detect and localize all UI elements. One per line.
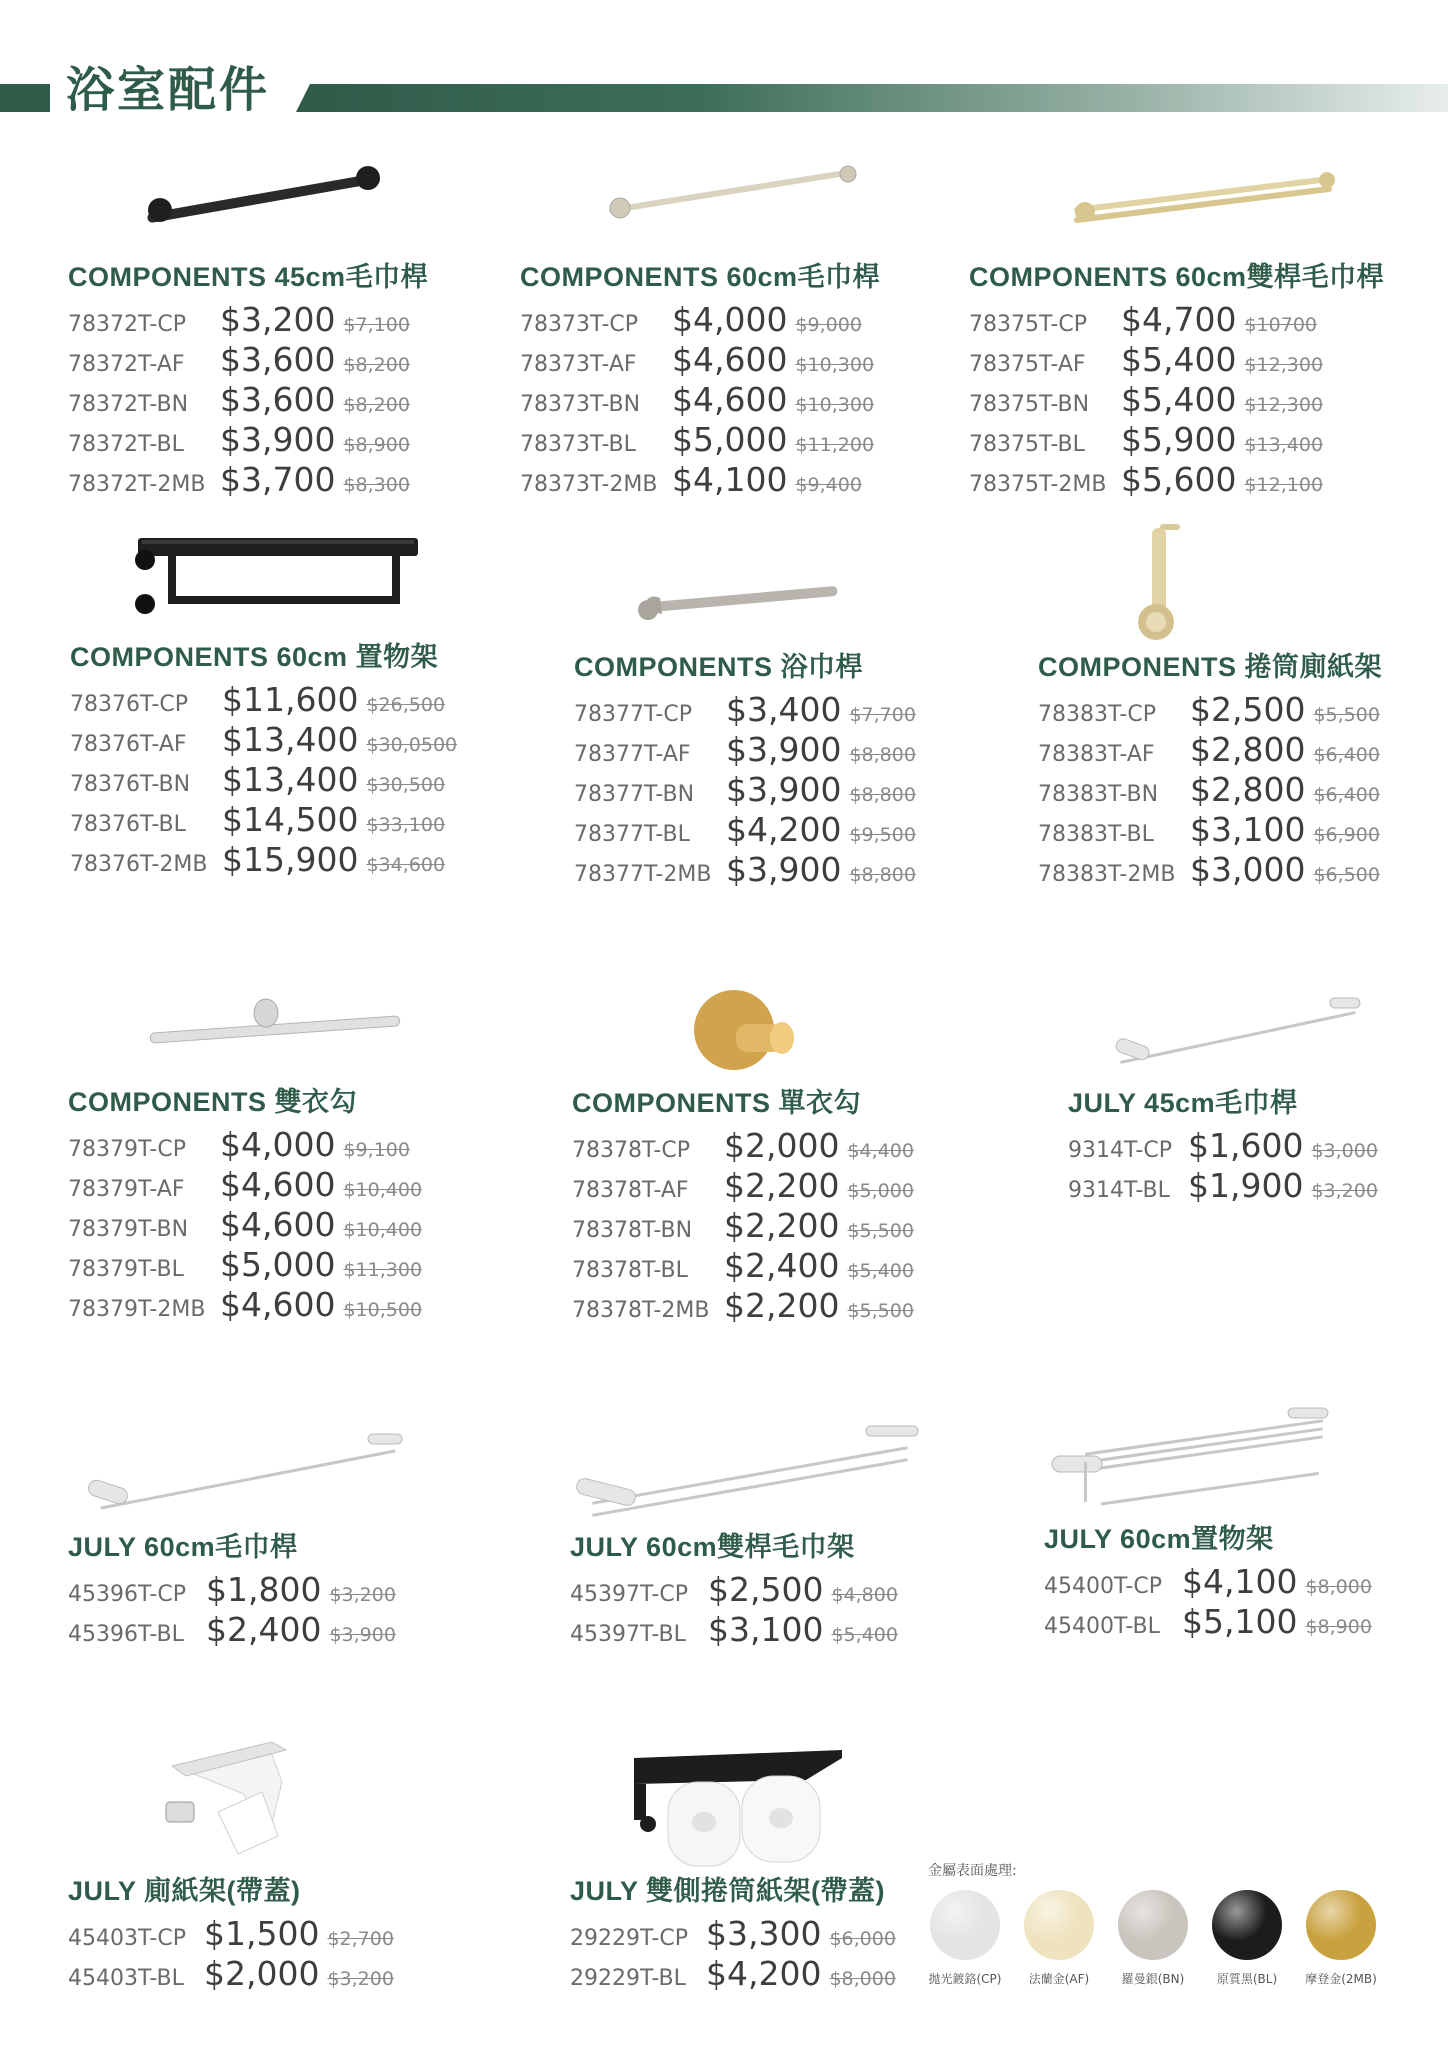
- price-row: [520, 380, 960, 420]
- price: $2,400: [724, 1246, 840, 1285]
- price: $2,000: [204, 1954, 320, 1993]
- sku: 78379T-BN: [68, 1217, 189, 1242]
- price: $4,000: [220, 1125, 336, 1164]
- price-row: [68, 1285, 508, 1325]
- original-price: $10,400: [343, 1219, 423, 1241]
- price: $3,600: [220, 380, 336, 419]
- price-row: [1038, 730, 1438, 770]
- product-name: COMPONENTS 浴巾桿: [574, 652, 864, 682]
- sku: 45403T-CP: [68, 1926, 186, 1951]
- price: $5,000: [220, 1245, 336, 1284]
- price: $4,000: [672, 300, 788, 339]
- sku: 78376T-CP: [70, 692, 188, 717]
- original-price: $6,500: [1313, 864, 1380, 886]
- price: $3,100: [1190, 810, 1306, 849]
- original-price: $9,500: [849, 824, 916, 846]
- sku: 78377T-BN: [574, 782, 695, 807]
- original-price: $8,300: [343, 474, 410, 496]
- price-row: [68, 1205, 508, 1245]
- original-price: $6,900: [1313, 824, 1380, 846]
- product-name: COMPONENTS 45cm毛巾桿: [68, 262, 429, 292]
- finish-legend-title: 金屬表面處理:: [928, 1863, 1017, 1879]
- original-price: $8,000: [1305, 1576, 1372, 1598]
- product-name: JULY 60cm毛巾桿: [68, 1532, 298, 1562]
- price-row: [572, 1126, 992, 1166]
- sku: 29229T-CP: [570, 1926, 688, 1951]
- original-price: $10,400: [343, 1179, 423, 1201]
- sku: 78383T-2MB: [1038, 862, 1176, 887]
- product-card: [70, 520, 510, 880]
- robe-hook-image: [572, 980, 992, 1086]
- product-card: [570, 1736, 970, 1994]
- price: $11,600: [222, 680, 359, 719]
- price: $3,700: [220, 460, 336, 499]
- price-row: [70, 840, 510, 880]
- price-row: [68, 460, 508, 500]
- price-row: [570, 1610, 990, 1650]
- sku: 78375T-CP: [969, 312, 1087, 337]
- sku: 45400T-BL: [1044, 1614, 1160, 1639]
- original-price: $12,100: [1244, 474, 1324, 496]
- sku: 78375T-AF: [969, 352, 1086, 377]
- sku: 78376T-BN: [70, 772, 191, 797]
- price: $1,600: [1188, 1126, 1304, 1165]
- price-row: [969, 300, 1409, 340]
- july-double-towel-bar-image: [570, 1412, 990, 1530]
- original-price: $10,500: [343, 1299, 423, 1321]
- finish-swatch: [1304, 1890, 1378, 1987]
- price: $2,800: [1190, 770, 1306, 809]
- product-card: [1068, 980, 1438, 1206]
- original-price: $5,500: [847, 1300, 914, 1322]
- product-name: JULY 60cm置物架: [1044, 1524, 1274, 1554]
- price: $3,400: [726, 690, 842, 729]
- original-price: $10,300: [795, 394, 875, 416]
- original-price: $13,400: [1244, 434, 1324, 456]
- original-price: $9,400: [795, 474, 862, 496]
- original-price: $8,000: [829, 1968, 896, 1990]
- price: $4,700: [1121, 300, 1237, 339]
- price-row: [1044, 1602, 1434, 1642]
- finish-color-dot: [1212, 1890, 1282, 1960]
- sku: 78373T-2MB: [520, 472, 658, 497]
- original-price: $4,800: [831, 1584, 898, 1606]
- towel-bar-image: [520, 150, 960, 260]
- price-row: [574, 810, 994, 850]
- price: $2,200: [724, 1286, 840, 1325]
- product-card: [1044, 1402, 1434, 1642]
- original-price: $6,400: [1313, 744, 1380, 766]
- sku: 45396T-CP: [68, 1582, 186, 1607]
- price-row: [572, 1286, 992, 1326]
- page-header: [0, 58, 1448, 118]
- finish-label: 拋光鍍鉻(CP): [928, 1972, 1002, 1986]
- price-row: [68, 1165, 508, 1205]
- original-price: $2,700: [327, 1928, 394, 1950]
- july-60cm-towel-bar-image: [68, 1412, 488, 1530]
- price: $2,500: [1190, 690, 1306, 729]
- original-price: $9,000: [795, 314, 862, 336]
- finish-swatch: [1022, 1890, 1096, 1987]
- price: $2,200: [724, 1166, 840, 1205]
- product-name: COMPONENTS 60cm毛巾桿: [520, 262, 881, 292]
- price: $4,600: [220, 1285, 336, 1324]
- original-price: $6,000: [829, 1928, 896, 1950]
- price: $3,900: [220, 420, 336, 459]
- original-price: $5,400: [831, 1624, 898, 1646]
- original-price: $8,200: [343, 394, 410, 416]
- finish-swatch: [1210, 1890, 1284, 1987]
- price-row: [68, 380, 508, 420]
- price-row: [969, 340, 1409, 380]
- product-name: JULY 60cm雙桿毛巾架: [570, 1532, 855, 1562]
- price-row: [68, 1245, 508, 1285]
- price-row: [969, 420, 1409, 460]
- sku: 78372T-AF: [68, 352, 185, 377]
- price: $3,900: [726, 730, 842, 769]
- price-row: [70, 720, 510, 760]
- sku: 78378T-BL: [572, 1258, 688, 1283]
- sku: 78377T-AF: [574, 742, 691, 767]
- original-price: $8,800: [849, 744, 916, 766]
- price: $5,000: [672, 420, 788, 459]
- product-card: [969, 150, 1409, 500]
- product-name: JULY 45cm毛巾桿: [1068, 1088, 1298, 1118]
- finish-label: 羅曼銀(BN): [1121, 1972, 1185, 1986]
- original-price: $12,300: [1244, 354, 1324, 376]
- sku: 78373T-CP: [520, 312, 638, 337]
- price-row: [520, 460, 960, 500]
- price: $5,600: [1121, 460, 1237, 499]
- double-robe-hook-image: [68, 985, 508, 1085]
- double-towel-bar-image: [969, 150, 1409, 260]
- price-row: [1038, 770, 1438, 810]
- price: $3,000: [1190, 850, 1306, 889]
- sku: 78375T-BL: [969, 432, 1085, 457]
- finish-color-dot: [1118, 1890, 1188, 1960]
- product-name: COMPONENTS 單衣勾: [572, 1088, 862, 1118]
- sku: 78373T-BN: [520, 392, 641, 417]
- price: $15,900: [222, 840, 359, 879]
- sku: 78383T-BL: [1038, 822, 1154, 847]
- sku: 29229T-BL: [570, 1966, 686, 1991]
- original-price: $7,700: [849, 704, 916, 726]
- price-row: [68, 1610, 488, 1650]
- original-price: $11,200: [795, 434, 875, 456]
- sku: 78375T-BN: [969, 392, 1090, 417]
- price-row: [574, 770, 994, 810]
- finish-legend: [928, 1860, 1398, 1990]
- sku: 78378T-2MB: [572, 1298, 710, 1323]
- original-price: $5,400: [847, 1260, 914, 1282]
- price: $4,200: [726, 810, 842, 849]
- product-card: [572, 980, 992, 1326]
- price: $2,500: [708, 1570, 824, 1609]
- bath-towel-bar-image: [574, 570, 994, 650]
- finish-label: 原質黑(BL): [1216, 1972, 1278, 1986]
- price-row: [1038, 690, 1438, 730]
- sku: 45396T-BL: [68, 1622, 184, 1647]
- original-price: $34,600: [366, 854, 446, 876]
- original-price: $3,900: [329, 1624, 396, 1646]
- price-row: [574, 850, 994, 890]
- sku: 78378T-CP: [572, 1138, 690, 1163]
- price: $2,000: [724, 1126, 840, 1165]
- price-row: [1044, 1562, 1434, 1602]
- sku: 78372T-BN: [68, 392, 189, 417]
- sku: 78377T-2MB: [574, 862, 712, 887]
- price-row: [68, 1570, 488, 1610]
- price: $2,200: [724, 1206, 840, 1245]
- price: $1,500: [204, 1914, 320, 1953]
- price-row: [969, 460, 1409, 500]
- price-row: [70, 760, 510, 800]
- price-row: [572, 1206, 992, 1246]
- product-card: [520, 150, 960, 500]
- page-title: 浴室配件: [66, 62, 271, 118]
- original-price: $6,400: [1313, 784, 1380, 806]
- original-price: $5,500: [847, 1220, 914, 1242]
- price: $2,400: [206, 1610, 322, 1649]
- header-gradient-bar: [296, 84, 1448, 112]
- sku: 78375T-2MB: [969, 472, 1107, 497]
- original-price: $33,100: [366, 814, 446, 836]
- price: $3,200: [220, 300, 336, 339]
- price-row: [969, 380, 1409, 420]
- price: $4,100: [672, 460, 788, 499]
- original-price: $3,000: [1311, 1140, 1378, 1162]
- original-price: $8,900: [1305, 1616, 1372, 1638]
- sku: 78376T-AF: [70, 732, 187, 757]
- sku: 78377T-BL: [574, 822, 690, 847]
- toilet-paper-holder-image: [1038, 520, 1438, 650]
- price-row: [570, 1954, 970, 1994]
- original-price: $5,000: [847, 1180, 914, 1202]
- product-card: [68, 150, 508, 500]
- price: $5,100: [1182, 1602, 1298, 1641]
- price-row: [1038, 850, 1438, 890]
- price: $3,900: [726, 850, 842, 889]
- price-row: [68, 1125, 508, 1165]
- price: $4,600: [672, 340, 788, 379]
- price: $3,300: [706, 1914, 822, 1953]
- price-row: [70, 800, 510, 840]
- price: $4,200: [706, 1954, 822, 1993]
- finish-swatches: [928, 1890, 1398, 1987]
- sku: 78377T-CP: [574, 702, 692, 727]
- july-towel-bar-image: [1068, 980, 1438, 1086]
- price: $14,500: [222, 800, 359, 839]
- price: $1,900: [1188, 1166, 1304, 1205]
- price-row: [68, 420, 508, 460]
- product-name: COMPONENTS 雙衣勾: [68, 1087, 358, 1117]
- product-name: COMPONENTS 60cm 置物架: [70, 642, 439, 672]
- product-card: [68, 1736, 488, 1994]
- finish-color-dot: [1024, 1890, 1094, 1960]
- price-row: [574, 690, 994, 730]
- price-row: [520, 300, 960, 340]
- original-price: $3,200: [329, 1584, 396, 1606]
- sku: 78383T-AF: [1038, 742, 1155, 767]
- original-price: $26,500: [366, 694, 446, 716]
- price: $4,100: [1182, 1562, 1298, 1601]
- shelf-image: [70, 500, 510, 640]
- sku: 78372T-BL: [68, 432, 184, 457]
- sku: 78376T-BL: [70, 812, 186, 837]
- price-row: [68, 1914, 488, 1954]
- product-name: COMPONENTS 60cm雙桿毛巾桿: [969, 262, 1385, 292]
- product-name: COMPONENTS 捲筒廁紙架: [1038, 652, 1383, 682]
- price: $13,400: [222, 720, 359, 759]
- sku: 78373T-BL: [520, 432, 636, 457]
- price-row: [1068, 1166, 1438, 1206]
- product-card: [68, 985, 508, 1325]
- price: $1,800: [206, 1570, 322, 1609]
- price: $5,400: [1121, 380, 1237, 419]
- original-price: $12,300: [1244, 394, 1324, 416]
- original-price: $7,100: [343, 314, 410, 336]
- sku: 78373T-AF: [520, 352, 637, 377]
- original-price: $8,800: [849, 784, 916, 806]
- price-row: [570, 1914, 970, 1954]
- original-price: $5,500: [1313, 704, 1380, 726]
- original-price: $8,900: [343, 434, 410, 456]
- sku: 45400T-CP: [1044, 1574, 1162, 1599]
- original-price: $8,800: [849, 864, 916, 886]
- sku: 78378T-BN: [572, 1218, 693, 1243]
- price-row: [1068, 1126, 1438, 1166]
- original-price: $3,200: [327, 1968, 394, 1990]
- price: $5,400: [1121, 340, 1237, 379]
- sku: 78383T-BN: [1038, 782, 1159, 807]
- price: $4,600: [220, 1205, 336, 1244]
- original-price: $10,300: [795, 354, 875, 376]
- price-row: [572, 1246, 992, 1286]
- price: $3,600: [220, 340, 336, 379]
- price-row: [570, 1570, 990, 1610]
- price: $2,800: [1190, 730, 1306, 769]
- price: $13,400: [222, 760, 359, 799]
- finish-label: 法蘭金(AF): [1028, 1972, 1090, 1986]
- price: $5,900: [1121, 420, 1237, 459]
- july-paper-holder-image: [68, 1736, 488, 1874]
- price-row: [70, 680, 510, 720]
- sku: 78372T-CP: [68, 312, 186, 337]
- price-row: [1038, 810, 1438, 850]
- finish-swatch: [1116, 1890, 1190, 1987]
- original-price: $30,500: [366, 774, 446, 796]
- sku: 9314T-CP: [1068, 1138, 1172, 1163]
- price-row: [68, 1954, 488, 1994]
- sku: 45397T-BL: [570, 1622, 686, 1647]
- sku: 78379T-CP: [68, 1137, 186, 1162]
- product-card: [68, 1412, 488, 1650]
- product-name: JULY 雙側捲筒紙架(帶蓋): [570, 1876, 886, 1906]
- header-accent-block: [0, 84, 50, 112]
- price-row: [572, 1166, 992, 1206]
- finish-color-dot: [930, 1890, 1000, 1960]
- price: $4,600: [672, 380, 788, 419]
- original-price: $9,100: [343, 1139, 410, 1161]
- product-card: [574, 570, 994, 890]
- price-row: [520, 420, 960, 460]
- product-card: [570, 1412, 990, 1650]
- original-price: $10700: [1244, 314, 1317, 336]
- towel-bar-image: [68, 150, 508, 260]
- sku: 78383T-CP: [1038, 702, 1156, 727]
- product-name: JULY 廁紙架(帶蓋): [68, 1876, 301, 1906]
- sku: 78378T-AF: [572, 1178, 689, 1203]
- price-row: [68, 300, 508, 340]
- price: $3,900: [726, 770, 842, 809]
- finish-swatch: [928, 1890, 1002, 1987]
- sku: 45397T-CP: [570, 1582, 688, 1607]
- july-shelf-image: [1044, 1402, 1434, 1522]
- original-price: $30,0500: [366, 734, 458, 756]
- price: $3,100: [708, 1610, 824, 1649]
- sku: 78379T-AF: [68, 1177, 185, 1202]
- price-row: [574, 730, 994, 770]
- original-price: $8,200: [343, 354, 410, 376]
- sku: 78376T-2MB: [70, 852, 208, 877]
- sku: 45403T-BL: [68, 1966, 184, 1991]
- price-row: [520, 340, 960, 380]
- original-price: $11,300: [343, 1259, 423, 1281]
- sku: 9314T-BL: [1068, 1178, 1170, 1203]
- sku: 78372T-2MB: [68, 472, 206, 497]
- original-price: $4,400: [847, 1140, 914, 1162]
- price: $4,600: [220, 1165, 336, 1204]
- product-card: [1038, 520, 1438, 890]
- sku: 78379T-BL: [68, 1257, 184, 1282]
- original-price: $3,200: [1311, 1180, 1378, 1202]
- finish-label: 摩登金(2MB): [1305, 1972, 1377, 1986]
- price-row: [68, 340, 508, 380]
- finish-color-dot: [1306, 1890, 1376, 1960]
- double-paper-holder-image: [570, 1736, 970, 1874]
- sku: 78379T-2MB: [68, 1297, 206, 1322]
